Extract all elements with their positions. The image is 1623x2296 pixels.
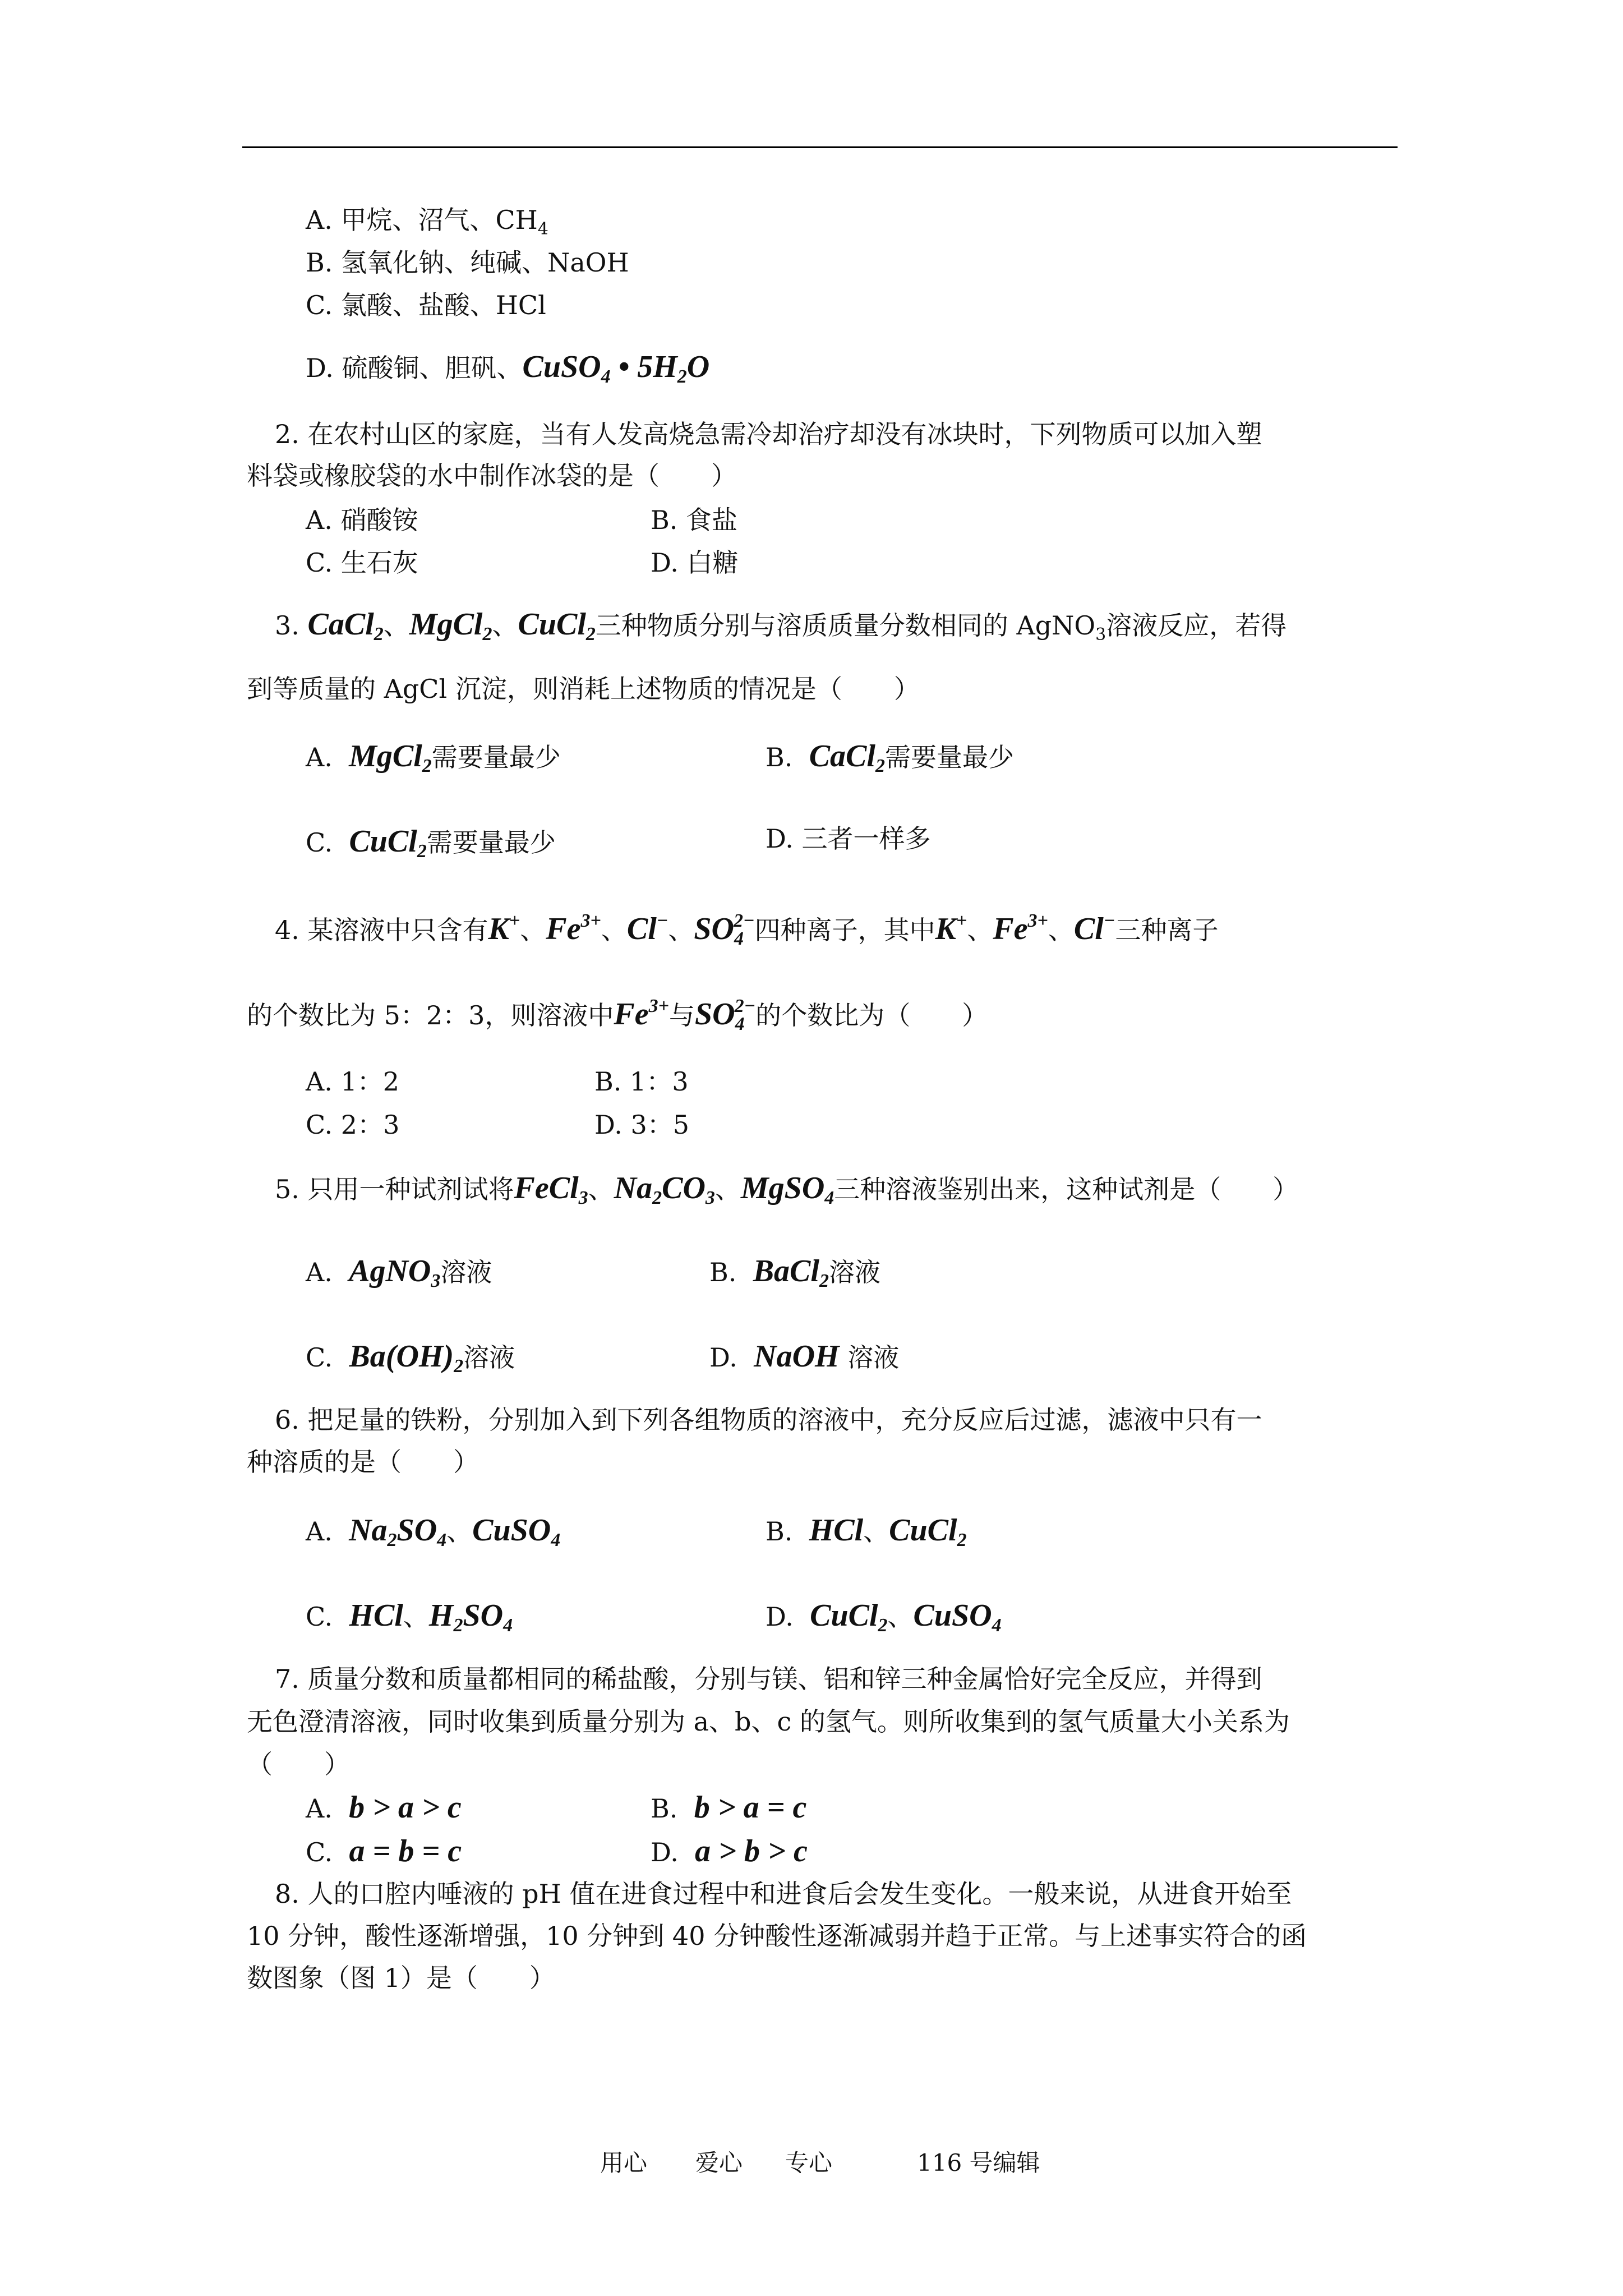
q1-option-b: B. 氢氧化钠、纯碱、NaOH bbox=[306, 247, 629, 278]
q4-option-a: A. 1：2 bbox=[306, 1066, 399, 1097]
q3-option-b: B. CaCl$_2$需要量最少 bbox=[766, 739, 1014, 776]
q3-option-a: A. MgCl$_2$需要量最少 bbox=[306, 739, 561, 776]
q7-stem-line2: 无色澄清溶液，同时收集到质量分别为 a、b、c 的氢气。则所收集到的氢气质量大小关系为 bbox=[247, 1706, 1290, 1737]
q6-option-a: A. $Na_2SO_4$、CuSO$_4$ bbox=[306, 1513, 561, 1550]
q7-option-a: A. b > a > c bbox=[306, 1790, 462, 1825]
q2-option-a: A. 硝酸铵 bbox=[306, 505, 418, 535]
q2-option-d: D. 白糖 bbox=[651, 547, 739, 578]
formula-cuso4-5h2o: CuSO$_4$ • $5H_2O$ bbox=[522, 349, 710, 387]
q4-stem-line1: 4. 某溶液中只含有K+、$Fe^{3+}$、Cl−、$SO_4^{2-}$四种离子，其中K+、$Fe^{3+}$、Cl−三种离子 bbox=[275, 910, 1219, 949]
q2-option-c: C. 生石灰 bbox=[306, 547, 418, 578]
formula-mgcl2: MgCl$_2$ bbox=[409, 607, 492, 645]
footer-word-3: 专心 bbox=[785, 2149, 833, 2177]
q6-option-b: B. HCl、CuCl$_2$ bbox=[766, 1513, 967, 1550]
footer-word-2: 爱心 bbox=[695, 2149, 743, 2177]
q7-stem-line1: 7. 质量分数和质量都相同的稀盐酸，分别与镁、铝和锌三种金属恰好完全反应，并得到 bbox=[275, 1664, 1262, 1694]
q4-option-b: B. 1：3 bbox=[594, 1066, 689, 1097]
q1-option-d: D. 硫酸铜、胆矾、CuSO$_4$ • $5H_2O$ bbox=[306, 349, 710, 387]
ion-cl: Cl− bbox=[626, 910, 668, 946]
q1-option-a: A. 甲烷、沼气、$CH_4$ bbox=[306, 205, 548, 239]
q6-option-c: C. HCl、$H_2SO_4$ bbox=[306, 1598, 513, 1636]
q2-stem-line1: 2. 在农村山区的家庭，当有人发高烧急需冷却治疗却没有冰块时，下列物质可以加入塑 bbox=[275, 419, 1262, 449]
formula-cucl2: CuCl$_2$ bbox=[518, 607, 596, 645]
q4-option-c: C. 2：3 bbox=[306, 1110, 400, 1140]
formula-na2co3: $Na_2CO_3$ bbox=[614, 1171, 715, 1208]
footer-editor: 116 号编辑 bbox=[917, 2149, 1040, 2177]
q7-option-d: D. a > b > c bbox=[651, 1834, 808, 1869]
q6-option-d: D. CuCl$_2$、CuSO$_4$ bbox=[766, 1598, 1002, 1636]
formula-fecl3: FeCl$_3$ bbox=[514, 1171, 588, 1208]
q8-stem-line2: 10 分钟，酸性逐渐增强，10 分钟到 40 分钟酸性逐渐减弱并趋于正常。与上述事实符合的函 bbox=[247, 1921, 1307, 1951]
q7-option-b: B. b > a = c bbox=[651, 1790, 807, 1825]
q2-stem-line2: 料袋或橡胶袋的水中制作冰袋的是（ ） bbox=[247, 461, 737, 491]
q7-stem-line3: （ ） bbox=[247, 1749, 350, 1779]
header-rule bbox=[242, 146, 1398, 148]
q5-option-a: A. AgNO$_3$溶液 bbox=[306, 1254, 492, 1291]
q6-stem-line2: 种溶质的是（ ） bbox=[247, 1447, 479, 1477]
ion-fe3: $Fe^{3+}$ bbox=[546, 910, 601, 946]
q1-option-c: C. 氯酸、盐酸、HCl bbox=[306, 290, 546, 320]
q4-option-d: D. 3：5 bbox=[594, 1110, 690, 1140]
q8-stem-line3: 数图象（图 1）是（ ） bbox=[247, 1963, 555, 1993]
q5-option-b: B. BaCl$_2$溶液 bbox=[709, 1254, 880, 1291]
footer-word-1: 用心 bbox=[600, 2149, 648, 2177]
q3-option-c: C. CuCl$_2$需要量最少 bbox=[306, 824, 556, 862]
q3-option-d: D. 三者一样多 bbox=[766, 823, 931, 854]
q3-stem-line1: 3. CaCl$_2$、MgCl$_2$、CuCl$_2$三种物质分别与溶质质量分数相同的 AgNO$_3$溶液反应，若得 bbox=[275, 607, 1287, 645]
q5-option-c: C. $Ba(OH)_2$溶液 bbox=[306, 1339, 515, 1377]
q2-option-b: B. 食盐 bbox=[651, 505, 738, 535]
ion-k: K+ bbox=[488, 910, 520, 946]
q7-option-c: C. a = b = c bbox=[306, 1834, 462, 1869]
ion-so4: $SO_4^{2-}$ bbox=[694, 910, 755, 949]
q5-option-d: D. NaOH 溶液 bbox=[709, 1339, 900, 1374]
q3-stem-line2: 到等质量的 AgCl 沉淀，则消耗上述物质的情况是（ ） bbox=[247, 674, 920, 704]
formula-mgso4: MgSO$_4$ bbox=[740, 1171, 834, 1208]
q6-stem-line1: 6. 把足量的铁粉，分别加入到下列各组物质的溶液中，充分反应后过滤，滤液中只有一 bbox=[275, 1405, 1262, 1435]
q8-stem-line1: 8. 人的口腔内唾液的 pH 值在进食过程中和进食后会发生变化。一般来说，从进食开始至 bbox=[275, 1879, 1292, 1909]
formula-cacl2: CaCl$_2$ bbox=[307, 607, 384, 645]
q5-stem: 5. 只用一种试剂试将FeCl$_3$、$Na_2CO_3$、MgSO$_4$三种溶液鉴别出来，这种试剂是（ ） bbox=[275, 1171, 1299, 1208]
q4-stem-line2: 的个数比为 5：2：3，则溶液中$Fe^{3+}$与$SO_4^{2-}$的个数比为（ ） bbox=[247, 996, 988, 1034]
